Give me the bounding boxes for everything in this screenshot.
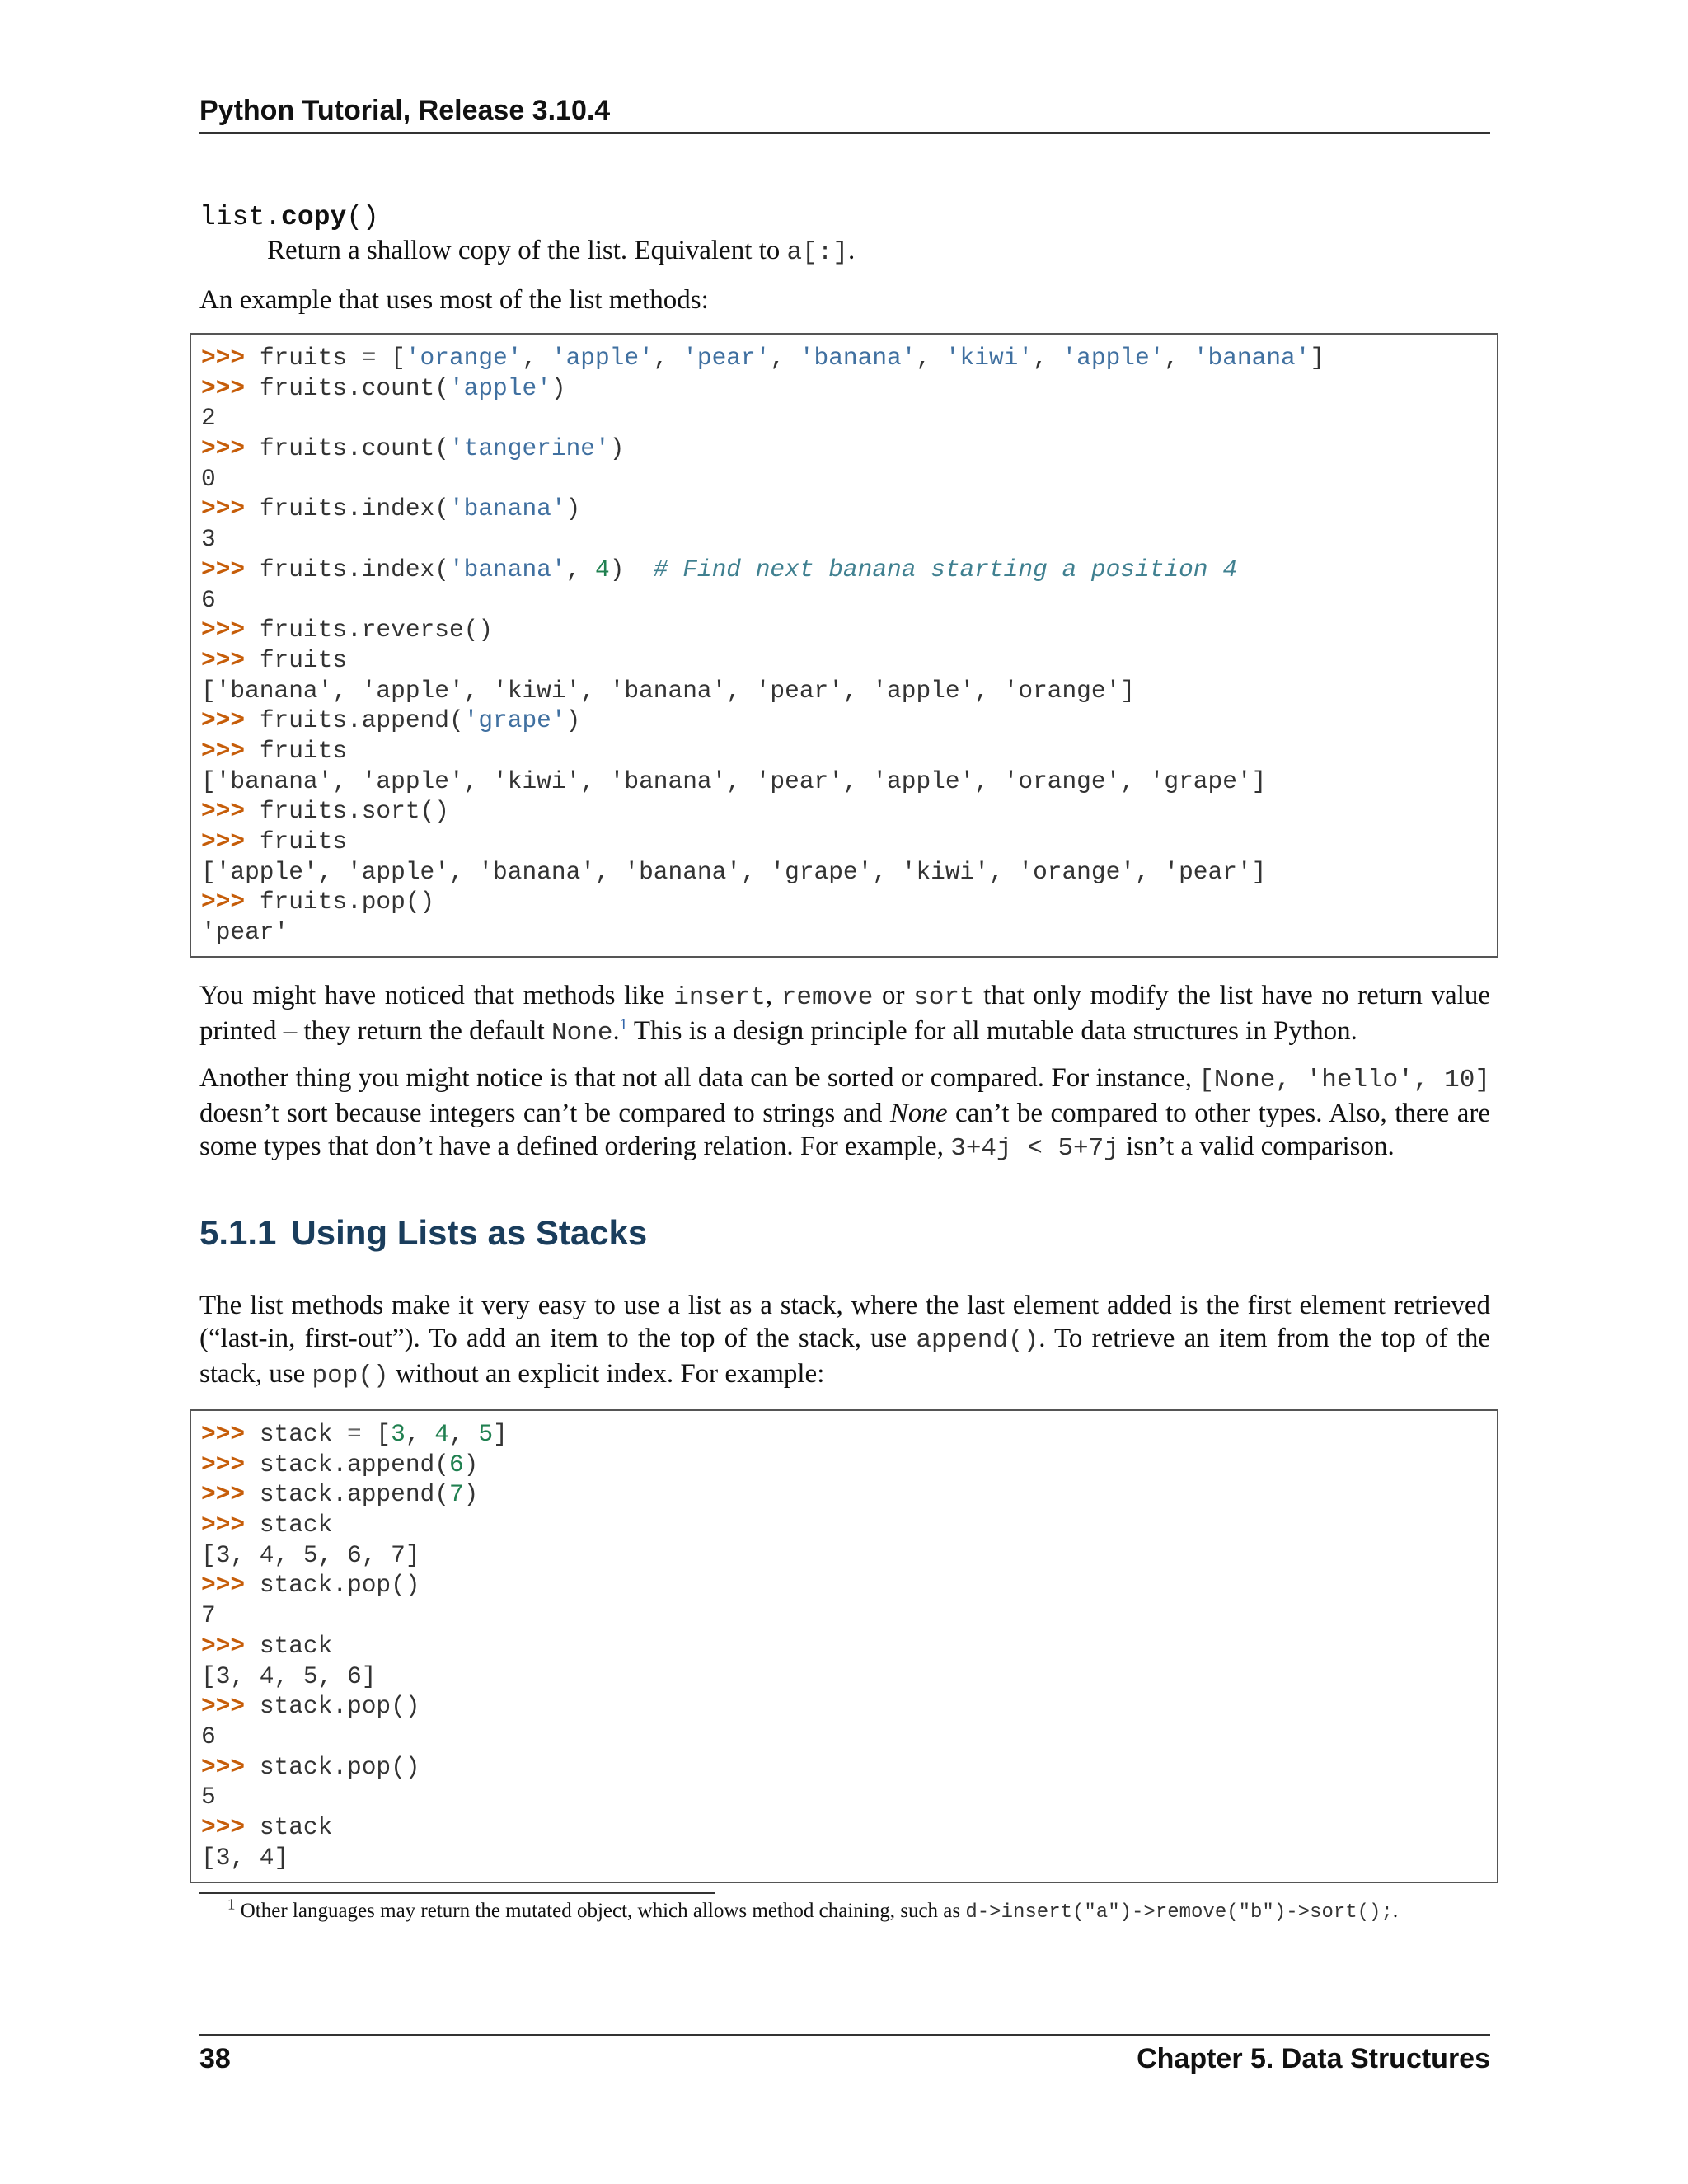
text: ,: [765, 981, 781, 1010]
footnote-code: d->insert("a")->remove("b")->sort();: [965, 1901, 1393, 1924]
text: can’t be compared to other types. Also, there are some types that don’t have a defined ordering relation. For example,: [199, 1099, 1490, 1161]
code-line: [201, 1631, 1487, 1661]
code-token: fruits: [259, 827, 348, 855]
code-token: 'pear': [682, 344, 771, 372]
code-token: 'apple': [1062, 344, 1165, 372]
text: that only modify the list have no return value printed – they return the default: [199, 981, 1490, 1046]
code-line: [201, 705, 1487, 736]
code-token: 'apple': [448, 373, 551, 402]
code-token: fruits: [259, 736, 348, 765]
method-suffix: (): [346, 202, 379, 232]
code-line: [201, 857, 1487, 888]
code-token: 7: [201, 1601, 216, 1630]
code-token: [3, 4]: [201, 1843, 289, 1872]
footnote-divider: [199, 1892, 715, 1894]
text: . To retrieve an item from the top of the stack, use: [199, 1324, 1490, 1389]
code-token: fruits.count(: [259, 373, 449, 402]
code-token: ,: [1164, 344, 1193, 372]
code-token: 'tangerine': [448, 434, 610, 463]
code-token: fruits: [259, 645, 348, 674]
code-token: 5: [201, 1783, 216, 1811]
code-token: 'banana': [448, 494, 566, 523]
chapter-title: Chapter 5. Data Structures: [1137, 2043, 1490, 2074]
code-token: ['banana', 'apple', 'kiwi', 'banana', 'pear', 'apple', 'orange']: [201, 676, 1135, 705]
code-token: fruits.index(: [259, 555, 449, 583]
paragraph-sorting: [199, 1062, 1490, 1165]
code-token: 'banana': [448, 555, 566, 583]
code-token: =: [347, 1420, 362, 1448]
code-token: ,: [565, 555, 595, 583]
code-line: [201, 1450, 1487, 1480]
code-token: ,: [405, 1420, 435, 1448]
inline-code: sort: [913, 983, 975, 1012]
prompt-token: >>>: [201, 1812, 260, 1841]
text: Another thing you might notice is that not all data can be sorted or compared. For instance,: [199, 1063, 1199, 1093]
prompt-token: >>>: [201, 736, 260, 765]
inline-code: pop(): [312, 1361, 389, 1390]
code-token: [3, 4, 5, 6, 7]: [201, 1540, 420, 1569]
code-line: [201, 1601, 1487, 1631]
code-token: 3: [201, 525, 216, 554]
code-token: ]: [1310, 344, 1325, 372]
code-token: stack.append(: [259, 1480, 449, 1509]
code-line: [201, 1782, 1487, 1812]
code-token: 4: [594, 555, 610, 583]
code-token: ,: [770, 344, 799, 372]
code-token: fruits.append(: [259, 706, 464, 735]
footnote-mark: 1: [227, 1896, 236, 1914]
code-token: 'kiwi': [945, 344, 1034, 372]
footnote: [227, 1897, 1398, 1927]
code-token: 5: [478, 1420, 494, 1448]
code-token: ): [551, 373, 566, 402]
code-token: 'banana': [799, 344, 917, 372]
code-line: [201, 1722, 1487, 1752]
code-token: ]: [493, 1420, 508, 1448]
emphasis: None: [889, 1099, 948, 1128]
text: without an explicit index. For example:: [388, 1359, 825, 1389]
inline-code: insert: [673, 983, 766, 1012]
code-token: ): [463, 1480, 479, 1509]
footnote-text: Other languages may return the mutated object, which allows method chaining, such as: [235, 1900, 966, 1922]
code-token: stack: [259, 1631, 333, 1660]
prompt-token: >>>: [201, 1420, 260, 1448]
code-line: [201, 615, 1487, 645]
inline-code: 3+4j < 5+7j: [950, 1134, 1119, 1163]
code-token: ['apple', 'apple', 'banana', 'banana', 'grape', 'kiwi', 'orange', 'pear']: [201, 857, 1267, 886]
code-token: # Find next banana starting a position 4: [653, 555, 1237, 583]
code-line: [201, 676, 1487, 706]
prompt-token: >>>: [201, 1480, 260, 1509]
footnote-end: .: [1392, 1900, 1399, 1922]
code-token: fruits.reverse(): [259, 616, 494, 644]
code-token: ,: [522, 344, 551, 372]
code-line: [201, 1661, 1487, 1692]
text: doesn’t sort because integers can’t be compared to strings and: [199, 1099, 890, 1128]
prompt-token: >>>: [201, 1571, 260, 1600]
paragraph-return-value: [199, 979, 1490, 1050]
code-token: ['banana', 'apple', 'kiwi', 'banana', 'pear', 'apple', 'orange', 'grape']: [201, 766, 1267, 795]
method-signature: [199, 201, 379, 234]
code-line: [201, 1812, 1487, 1843]
footnote-reference-link[interactable]: 1: [619, 1016, 628, 1033]
prompt-token: >>>: [201, 1450, 260, 1479]
inline-code: append(): [916, 1326, 1039, 1355]
code-token: 2: [201, 404, 216, 433]
page-number: 38: [199, 2043, 231, 2074]
code-token: 7: [448, 1480, 464, 1509]
code-token: stack.pop(): [259, 1692, 420, 1721]
code-line: [201, 1570, 1487, 1601]
code-token: 0: [201, 464, 216, 493]
prompt-token: >>>: [201, 888, 260, 916]
code-line: [201, 796, 1487, 827]
code-token: ,: [653, 344, 683, 372]
text: .: [612, 1016, 620, 1046]
code-line: [201, 494, 1487, 524]
code-token: [: [361, 1420, 392, 1448]
code-token: =: [361, 344, 377, 372]
method-desc-text: Return a shallow copy of the list. Equivalent to: [267, 236, 787, 265]
code-token: 'pear': [201, 918, 289, 947]
running-footer: [199, 2034, 1490, 2077]
code-line: [201, 1419, 1487, 1450]
inline-code: None: [551, 1019, 613, 1047]
code-token: 6: [201, 1722, 216, 1750]
code-block-list-methods: [190, 333, 1498, 958]
code-token: ): [609, 434, 625, 463]
text: This is a design principle for all mutable data structures in Python.: [627, 1016, 1357, 1046]
code-line: [201, 766, 1487, 797]
paragraph-stacks: [199, 1289, 1490, 1393]
code-line: [201, 1540, 1487, 1571]
code-token: fruits.sort(): [259, 797, 449, 826]
inline-code: remove: [781, 983, 874, 1012]
code-token: 'grape': [463, 706, 566, 735]
prompt-token: >>>: [201, 827, 260, 855]
code-token: ,: [448, 1420, 479, 1448]
code-line: [201, 1510, 1487, 1540]
prompt-token: >>>: [201, 645, 260, 674]
code-token: stack.pop(): [259, 1752, 420, 1781]
code-line: [201, 1691, 1487, 1722]
prompt-token: >>>: [201, 797, 260, 826]
code-line: [201, 555, 1487, 585]
code-line: [201, 524, 1487, 555]
prompt-token: >>>: [201, 706, 260, 735]
prompt-token: >>>: [201, 344, 260, 372]
text: or: [873, 981, 914, 1010]
prompt-token: >>>: [201, 1692, 260, 1721]
code-token: stack: [259, 1812, 333, 1841]
text: The list methods make it very easy to use a list as a stack, where the last element added is the first element retrieved (“last-in, first-out”). To add an item to the top of the stack, use: [199, 1291, 1490, 1353]
prompt-token: >>>: [201, 434, 260, 463]
prompt-token: >>>: [201, 1511, 260, 1540]
text: You might have noticed that methods like: [199, 981, 674, 1010]
prompt-token: >>>: [201, 1631, 260, 1660]
text: isn’t a valid comparison.: [1118, 1132, 1395, 1161]
code-token: ,: [1033, 344, 1062, 372]
code-token: [3, 4, 5, 6]: [201, 1661, 377, 1690]
code-line: [201, 343, 1487, 373]
method-desc-code: a[:]: [786, 238, 848, 267]
code-token: fruits: [259, 344, 362, 372]
prompt-token: >>>: [201, 1752, 260, 1781]
code-token: ,: [916, 344, 945, 372]
code-token: [: [376, 344, 406, 372]
code-token: ): [565, 494, 581, 523]
code-token: ): [565, 706, 581, 735]
code-token: 3: [391, 1420, 406, 1448]
code-line: [201, 827, 1487, 857]
inline-code: [None, 'hello', 10]: [1198, 1066, 1490, 1094]
prompt-token: >>>: [201, 616, 260, 644]
method-description: [267, 234, 855, 269]
code-line: [201, 1479, 1487, 1510]
code-token: ): [609, 555, 654, 583]
code-token: 6: [201, 585, 216, 614]
header-title: Python Tutorial, Release 3.10.4: [199, 95, 611, 126]
method-desc-end: .: [847, 236, 856, 265]
intro-paragraph: An example that uses most of the list methods:: [199, 285, 709, 315]
code-line: [201, 645, 1487, 676]
code-line: [201, 887, 1487, 917]
code-token: fruits.pop(): [259, 888, 435, 916]
code-line: [201, 1843, 1487, 1873]
code-token: stack.pop(): [259, 1571, 420, 1600]
code-token: ): [463, 1450, 479, 1479]
code-token: stack: [259, 1511, 333, 1540]
method-prefix: list.: [199, 202, 282, 232]
section-number: 5.1.1: [199, 1213, 277, 1252]
code-token: 'orange': [405, 344, 523, 372]
code-block-stack-example: [190, 1409, 1498, 1883]
method-name: copy: [281, 202, 347, 232]
code-token: fruits.index(: [259, 494, 449, 523]
section-title: Using Lists as Stacks: [291, 1213, 648, 1252]
code-token: 6: [448, 1450, 464, 1479]
code-line: [201, 373, 1487, 404]
code-token: 'banana': [1193, 344, 1311, 372]
code-line: [201, 1752, 1487, 1783]
prompt-token: >>>: [201, 494, 260, 523]
prompt-token: >>>: [201, 555, 260, 583]
code-token: fruits.count(: [259, 434, 449, 463]
code-token: stack: [259, 1420, 348, 1448]
code-token: stack.append(: [259, 1450, 449, 1479]
code-line: [201, 434, 1487, 464]
code-line: [201, 464, 1487, 494]
code-line: [201, 403, 1487, 434]
code-line: [201, 917, 1487, 948]
section-heading: [199, 1212, 647, 1254]
code-token: 4: [434, 1420, 449, 1448]
prompt-token: >>>: [201, 373, 260, 402]
code-line: [201, 585, 1487, 616]
running-header: [199, 92, 1490, 134]
code-line: [201, 736, 1487, 766]
code-token: 'apple': [551, 344, 654, 372]
